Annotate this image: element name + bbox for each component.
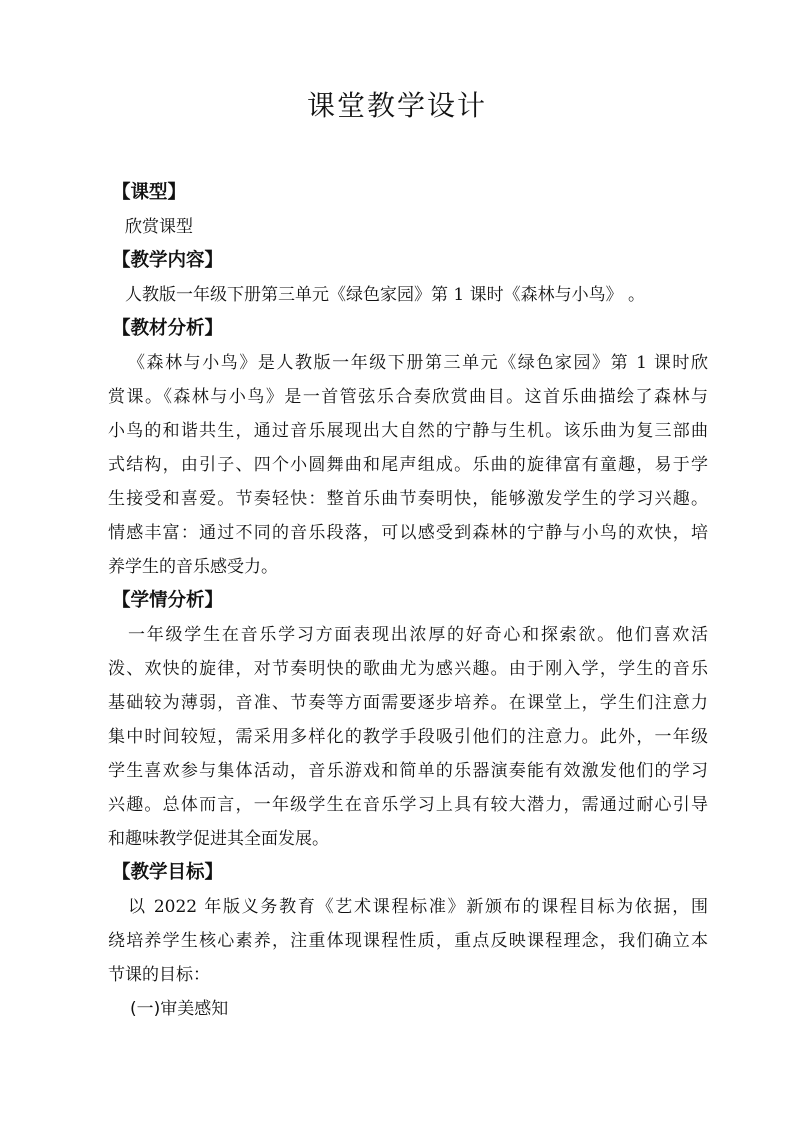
paragraph-line: 情感丰富：通过不同的音乐段落，可以感受到森林的宁静与小鸟的欢快，培 bbox=[108, 523, 708, 543]
paragraph-line: 节课的目标： bbox=[108, 965, 210, 985]
paragraph-line: 欣赏课型 bbox=[125, 217, 193, 237]
document-body bbox=[108, 176, 708, 1026]
paragraph-line: 绕培养学生核心素养，注重体现课程性质，重点反映课程理念，我们确立本 bbox=[108, 931, 708, 951]
paragraph-line: 学生喜欢参与集体活动，音乐游戏和简单的乐器演奏能有效激发他们的学习 bbox=[108, 761, 708, 781]
paragraph-line: 和趣味教学促进其全面发展。 bbox=[108, 829, 329, 849]
page-title: 课堂教学设计 bbox=[306, 89, 487, 122]
paragraph-line: 小鸟的和谐共生，通过音乐展现出大自然的宁静与生机。该乐曲为复三部曲 bbox=[108, 421, 708, 441]
section-heading-material: 【教材分析】 bbox=[112, 318, 224, 339]
paragraph-line: 集中时间较短，需采用多样化的教学手段吸引他们的注意力。此外，一年级 bbox=[108, 727, 708, 747]
paragraph-line: 生接受和喜爱。节奏轻快：整首乐曲节奏明快，能够激发学生的学习兴趣。 bbox=[108, 489, 708, 509]
sub-heading-aesthetic: (一)审美感知 bbox=[130, 999, 229, 1019]
paragraph-line: 式结构，由引子、四个小圆舞曲和尾声组成。乐曲的旋律富有童趣，易于学 bbox=[108, 455, 708, 475]
section-heading-goals: 【教学目标】 bbox=[112, 862, 224, 883]
paragraph-line: 泼、欢快的旋律，对节奏明快的歌曲尤为感兴趣。由于刚入学，学生的音乐 bbox=[108, 659, 708, 679]
paragraph-line: 以 2022 年版义务教育《艺术课程标准》新颁布的课程目标为依据，围 bbox=[128, 897, 708, 917]
paragraph-line: 一年级学生在音乐学习方面表现出浓厚的好奇心和探索欲。他们喜欢活 bbox=[128, 625, 708, 645]
paragraph-line: 兴趣。总体而言，一年级学生在音乐学习上具有较大潜力，需通过耐心引导 bbox=[108, 795, 708, 815]
section-heading-type: 【课型】 bbox=[112, 182, 187, 203]
section-heading-content: 【教学内容】 bbox=[112, 250, 224, 271]
paragraph-line: 人教版一年级下册第三单元《绿色家园》第 1 课时《森林与小鸟》 。 bbox=[125, 285, 646, 305]
section-heading-students: 【学情分析】 bbox=[112, 590, 224, 611]
paragraph-line: 赏课。《森林与小鸟》是一首管弦乐合奏欣赏曲目。这首乐曲描绘了森林与 bbox=[108, 387, 708, 407]
paragraph-line: 养学生的音乐感受力。 bbox=[108, 557, 278, 577]
paragraph-line: 基础较为薄弱，音准、节奏等方面需要逐步培养。在课堂上，学生们注意力 bbox=[108, 693, 708, 713]
paragraph-line: 《森林与小鸟》是人教版一年级下册第三单元《绿色家园》第 1 课时欣 bbox=[128, 353, 708, 373]
